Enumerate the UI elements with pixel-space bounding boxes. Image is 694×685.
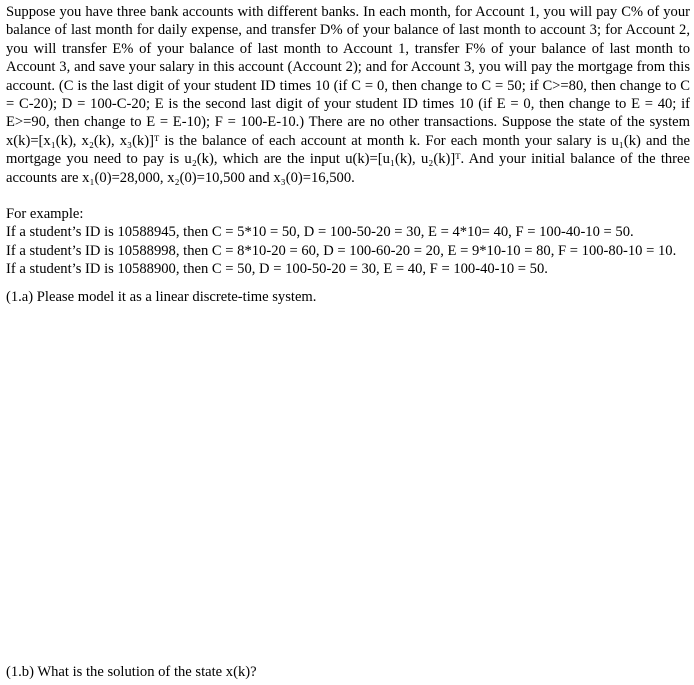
- spacer: [6, 187, 690, 205]
- problem-document: [6, 3, 690, 306]
- problem-intro-paragraph: Suppose you have three bank accounts with different banks. In each month, for Account 1, you will pay C% of your balance of last month for daily expense, and transfer D% of your balance of last month to account 3; for Account 2, you will transfer E% of your balance of last month to Account 1, transfer F% of your balance of last month to Account 3, and save your salary in this account (Account 2); and for Account 3, you will pay the mortgage from this account. (C is the last digit of your student ID times 10 (if C = 0, then change to C = 50; if C>=80, then change to C = C-20); D = 100-C-20; E is the second last digit of your student ID times 10 (if E = 0, then change to E = 40; if E>=90, then change to E = E-10); F = 100-E-10.) There are no other transactions. Suppose the state of the system x(k)=[x₁(k), x₂(k), x₃(k)]ᵀ is the balance of each account at month k. For each month your salary is u₁(k) and the mortgage you need to pay is u₂(k), which are the input u(k)=[u₁(k), u₂(k)]ᵀ. And your initial balance of the three accounts are x₁(0)=28,000, x₂(0)=10,500 and x₃(0)=16,500.: [6, 4, 690, 186]
- example-item-2: If a student’s ID is 10588998, then C = 8*10-20 = 60, D = 100-60-20 = 20, E = 9*10-10 = 80, F = 100-80-10 = 10.: [6, 242, 677, 259]
- example-item-3: If a student’s ID is 10588900, then C = 50, D = 100-50-20 = 30, E = 40, F = 100-40-10 = 50.: [6, 261, 548, 278]
- examples-heading: For example:: [6, 206, 84, 223]
- spacer: [6, 279, 690, 288]
- example-item-1: If a student’s ID is 10588945, then C = 5*10 = 50, D = 100-50-20 = 30, E = 4*10= 40, F = 100-40-10 = 50.: [6, 224, 634, 241]
- question-1a: (1.a) Please model it as a linear discrete-time system.: [6, 288, 317, 305]
- question-1b: (1.b) What is the solution of the state x(k)?: [6, 663, 257, 680]
